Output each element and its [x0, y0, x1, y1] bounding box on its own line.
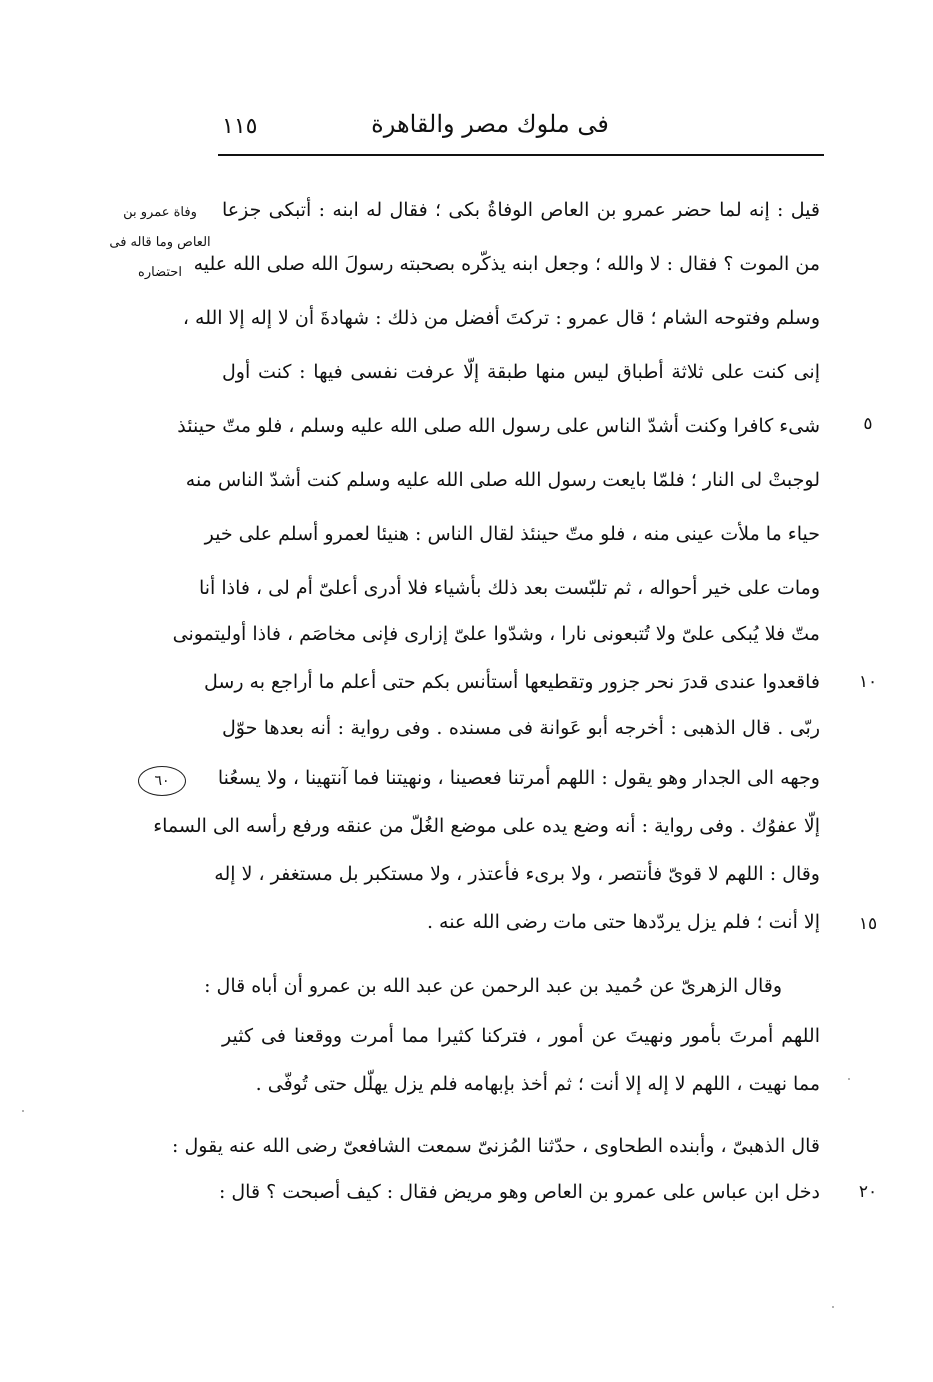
- paper-speck: [848, 1078, 850, 1080]
- line-number: ١٠: [858, 672, 878, 692]
- text-line: مما نهيت ، اللهم لا إله إلا أنت ؛ ثم أخذ بإبهامه فلم يزل يهلّل حتى تُوفّى .: [255, 1073, 820, 1095]
- line-number: ١٥: [858, 914, 878, 934]
- text-line: من الموت ؟ فقال : لا والله ؛ وجعل ابنه يذكّره بصحبته رسولَ الله صلى الله عليه: [193, 253, 820, 275]
- original-page-marker: ٦٠: [138, 766, 186, 796]
- text-line: إلّا عفوُك . وفى رواية : أنه وضع يده على موضع الغُلّ من عنقه ورفع رأسه الى السماء: [153, 815, 820, 837]
- text-line: وقال الزهرىّ عن حُميد بن عبد الرحمن عن عبد الله بن عمرو أن أباه قال :: [204, 975, 782, 997]
- text-line: شىء كافرا وكنت أشدّ الناس على رسول الله صلى الله عليه وسلم ، فلو متّ حينئذ: [177, 415, 820, 437]
- page-number: ١١٥: [222, 114, 258, 139]
- margin-note: وفاة عمرو بن العاص وما قاله فى احتضاره: [109, 205, 211, 280]
- text-line: قال الذهبىّ ، وأبنده الطحاوى ، حدّثنا المُزنىّ سمعت الشافعىّ رضى الله عنه يقول :: [172, 1135, 820, 1157]
- text-line: ربّى . قال الذهبى : أخرجه أبو عَوانة فى مسنده . وفى رواية : أنه بعدها حوّل: [222, 717, 820, 739]
- text-line: لوجبتْ لى النار ؛ فلمّا بايعت رسول الله صلى الله عليه وسلم كنت أشدّ الناس منه: [185, 469, 820, 491]
- text-line: إلا أنت ؛ فلم يزل يردّدها حتى مات رضى الله عنه .: [426, 911, 820, 933]
- text-line: وسلم وفتوحه الشام ؛ قال عمرو : تركتَ أفضل من ذلك : شهادةَ أن لا إله إلا الله ،: [182, 307, 820, 329]
- text-line: فاقعدوا عندى قدرَ نحر جزور وتقطيعها أستأنس بكم حتى أعلم ما أراجع به رسل: [204, 671, 820, 693]
- running-header-title: فى ملوك مصر والقاهرة: [371, 110, 609, 138]
- paper-speck: [22, 1110, 24, 1112]
- text-line: دخل ابن عباس على عمرو بن العاص وهو مريض فقال : كيف أصبحت ؟ قال :: [218, 1181, 820, 1203]
- header-rule: [218, 154, 824, 156]
- text-line: وقال : اللهم لا قوىّ فأنتصر ، ولا برىء فأعتذر ، ولا مستكبر بل مستغفر ، لا إله: [214, 863, 820, 885]
- text-line: قيل : إنه لما حضر عمرو بن العاص الوفاةُ بكى ؛ فقال له ابنه : أتبكى جزعا: [222, 199, 820, 221]
- paper-speck: [832, 1306, 834, 1308]
- text-line: متّ فلا يُبكى علىّ ولا تُتبعونى نارا ، وشدّوا علىّ إزارى فإنى مخاصَم ، فاذا أوليتمونى: [172, 623, 820, 645]
- line-number: ٥: [863, 414, 873, 434]
- text-line: اللهم أمرتَ بأمور ونهيتَ عن أمور ، فتركنا كثيرا مما أمرت ووقعنا فى كثير: [222, 1025, 820, 1047]
- text-line: إنى كنت على ثلاثة أطباق ليس منها طبقة إلّا عرفت نفسى فيها : كنت أول: [222, 361, 820, 383]
- line-number: ٢٠: [858, 1182, 878, 1202]
- text-line: ومات على خير أحواله ، ثم تلبّست بعد ذلك بأشياء فلا أدرى أعلىّ أم لى ، فاذا أنا: [198, 577, 820, 599]
- text-line: وجهه الى الجدار وهو يقول : اللهم أمرتنا فعصينا ، ونهيتنا فما آنتهينا ، ولا يسعُنا: [217, 767, 820, 789]
- text-line: حياء ما ملأت عينى منه ، فلو متّ حينئذ لقال الناس : هنيئا لعمرو أسلم على خير: [204, 523, 820, 545]
